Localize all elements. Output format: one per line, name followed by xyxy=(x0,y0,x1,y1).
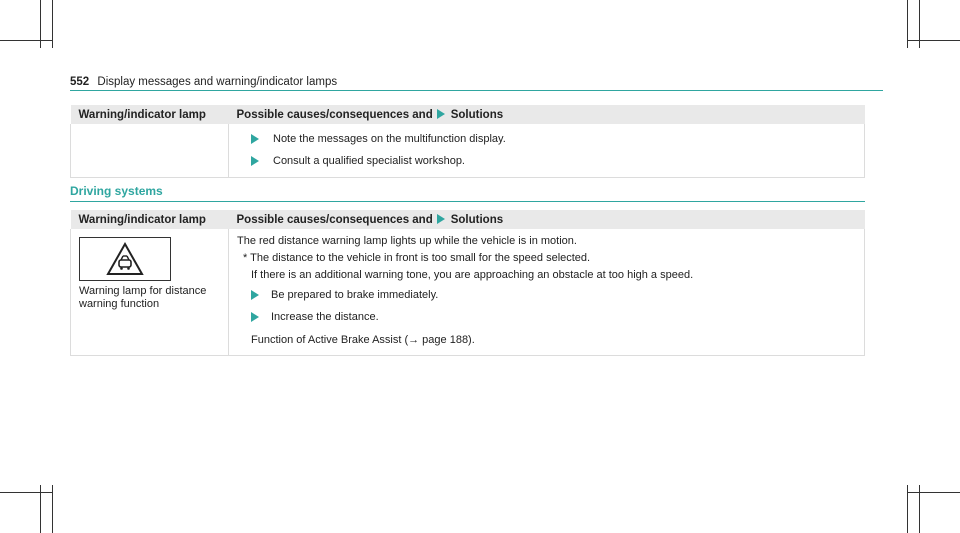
warning-table-continued xyxy=(70,105,865,178)
page-title: Display messages and warning/indicator lamps xyxy=(97,76,338,88)
step-arrow-icon xyxy=(251,134,259,144)
cause-bullet: * The distance to the vehicle in front is too small for the speed selected. xyxy=(243,252,591,264)
crop-mark xyxy=(907,492,960,493)
section-title: Driving systems xyxy=(70,184,163,198)
cause-intro: The red distance warning lamp lights up while the vehicle is in motion. xyxy=(237,235,577,247)
crop-mark xyxy=(0,492,52,493)
solutions-cell xyxy=(229,124,865,178)
driving-systems-table xyxy=(70,210,865,356)
section-divider xyxy=(70,201,865,202)
header-divider xyxy=(70,90,883,91)
col-header-lamp: Warning/indicator lamp xyxy=(71,105,229,124)
causes-cell xyxy=(229,229,865,356)
lamp-caption: Warning lamp for distance warning function xyxy=(79,285,207,310)
page-header xyxy=(70,76,337,88)
solution-step: Be prepared to brake immediately. xyxy=(237,284,864,306)
page-reference-link[interactable]: Function of Active Brake Assist (→ page 188). xyxy=(251,334,475,346)
col-header-causes: Possible causes/consequences and Solutions xyxy=(229,105,865,124)
solution-step: Increase the distance. xyxy=(237,306,864,328)
cause-condition: If there is an additional warning tone, you are approaching an obstacle at too high a speed. xyxy=(251,269,694,281)
col-header-causes: Possible causes/consequences and Solutions xyxy=(229,210,865,229)
step-arrow-icon xyxy=(251,312,259,322)
crop-mark xyxy=(52,485,53,533)
solutions-arrow-icon xyxy=(437,214,445,224)
crop-mark xyxy=(907,40,960,41)
lamp-cell xyxy=(71,124,229,178)
distance-warning-icon xyxy=(79,237,171,281)
page-number: 552 xyxy=(70,76,90,88)
solutions-arrow-icon xyxy=(437,109,445,119)
col-header-lamp: Warning/indicator lamp xyxy=(71,210,229,229)
solution-step: Consult a qualified specialist workshop. xyxy=(229,150,864,172)
solution-step: Note the messages on the multifunction display. xyxy=(229,128,864,150)
step-arrow-icon xyxy=(251,156,259,166)
step-arrow-icon xyxy=(251,290,259,300)
crop-mark xyxy=(52,0,53,48)
lamp-cell xyxy=(71,229,229,356)
distance-warning-icon-svg xyxy=(80,238,170,280)
crop-mark xyxy=(0,40,52,41)
